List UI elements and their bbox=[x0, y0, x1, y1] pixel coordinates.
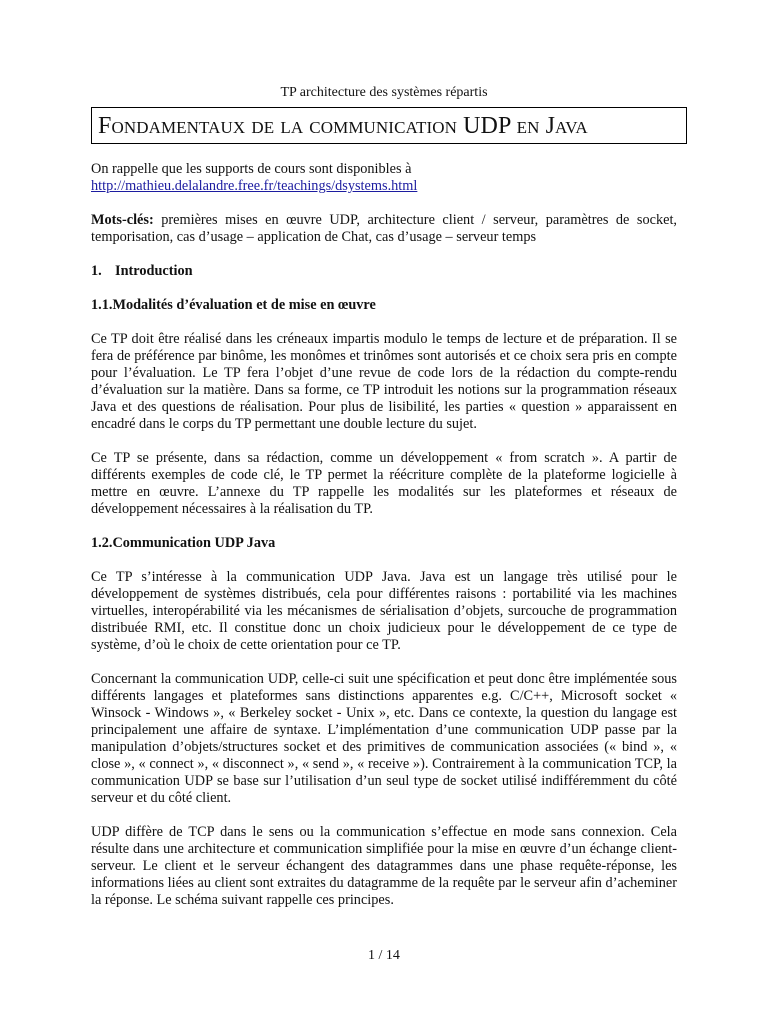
section-1-1-heading: 1.1.Modalités d’évaluation et de mise en œuvre bbox=[91, 297, 376, 313]
section-1-number: 1. bbox=[91, 263, 102, 279]
document-page bbox=[91, 84, 677, 909]
title-box bbox=[91, 107, 687, 144]
page-number: 1 / 14 bbox=[368, 948, 400, 963]
section-1-heading bbox=[91, 263, 677, 280]
keywords-paragraph bbox=[91, 212, 677, 246]
paragraph: Ce TP doit être réalisé dans les créneaux impartis modulo le temps de lecture et de préparation. Il se fera de préférence par binôme, les monômes et trinômes sont autorisés et ce choix sera pris en compte pour l’évaluation. Le TP fera l’objet d’une revue de code lors de la rédaction du compte-rendu d’évaluation sur la matière. Dans sa forme, ce TP introduit les notions sur la programmation réseaux Java et des questions de réalisation. Pour plus de lisibilité, les parties « question » apparaissent en encadré dans le corps du TP permettant une double lecture du sujet. bbox=[91, 331, 677, 432]
paragraph: Concernant la communication UDP, celle-ci suit une spécification et peut donc être implémentée sous différents langages et plateformes sans distinctions apparentes e.g. C/C++, Microsoft socket « Winsock - Windows », « Berkeley socket - Unix », etc. Dans ce contexte, la question du langage est principalement une affaire de syntaxe. L’implémentation d’une communication UDP passe par la manipulation d’objets/structures socket et des primitives de communication associées (« bind », « close », « connect », « disconnect », « send », « receive »). Contrairement à la communication TCP, la communication UDP se base sur l’utilisation d’un seul type de socket utilisé indifféremment du côté serveur et du côté client. bbox=[91, 671, 677, 806]
document-title: Fondamentaux de la communication UDP en Java bbox=[98, 113, 588, 139]
paragraph: UDP diffère de TCP dans le sens ou la communication s’effectue en mode sans connexion. Cela résulte dans une architecture et communication simplifiée pour la mise en œuvre d’un échange client-serveur. Le client et le serveur échangent des datagrammes dans une phase requête-réponse, les informations liées au client sont extraites du datagramme de la requête par le serveur afin d’acheminer la réponse. Le schéma suivant rappelle ces principes. bbox=[91, 824, 677, 908]
section-1-title: Introduction bbox=[115, 263, 193, 279]
running-header: TP architecture des systèmes répartis bbox=[280, 85, 488, 100]
paragraph: Ce TP se présente, dans sa rédaction, comme un développement « from scratch ». A partir de différents exemples de code clé, le TP permet la réécriture complète de la plateforme logicielle à mettre en œuvre. L’annexe du TP rappelle les modalités sur les plateformes et réseaux de développement nécessaires à la réalisation du TP. bbox=[91, 450, 677, 517]
section-1-2-heading: 1.2.Communication UDP Java bbox=[91, 535, 276, 551]
keywords-label: Mots-clés: bbox=[91, 212, 154, 228]
keywords-text: premières mises en œuvre UDP, architecture client / serveur, paramètres de socket, temporisation, cas d’usage – application de Chat, cas d’usage – serveur temps bbox=[91, 212, 677, 245]
paragraph: Ce TP s’intéresse à la communication UDP Java. Java est un langage très utilisé pour le développement de systèmes distribués, cela pour différentes raisons : portabilité via les machines virtuelles, interopérabilité via les mécanismes de sérialisation d’objets, surcouche de programmation distribuée RMI, etc. Il constitue donc un choix judicieux pour le développement de ce type de système, d’où le choix de cette orientation pour ce TP. bbox=[91, 569, 677, 653]
course-link[interactable]: http://mathieu.delalandre.free.fr/teachings/dsystems.html bbox=[91, 178, 418, 194]
intro-line: On rappelle que les supports de cours sont disponibles à bbox=[91, 161, 412, 177]
